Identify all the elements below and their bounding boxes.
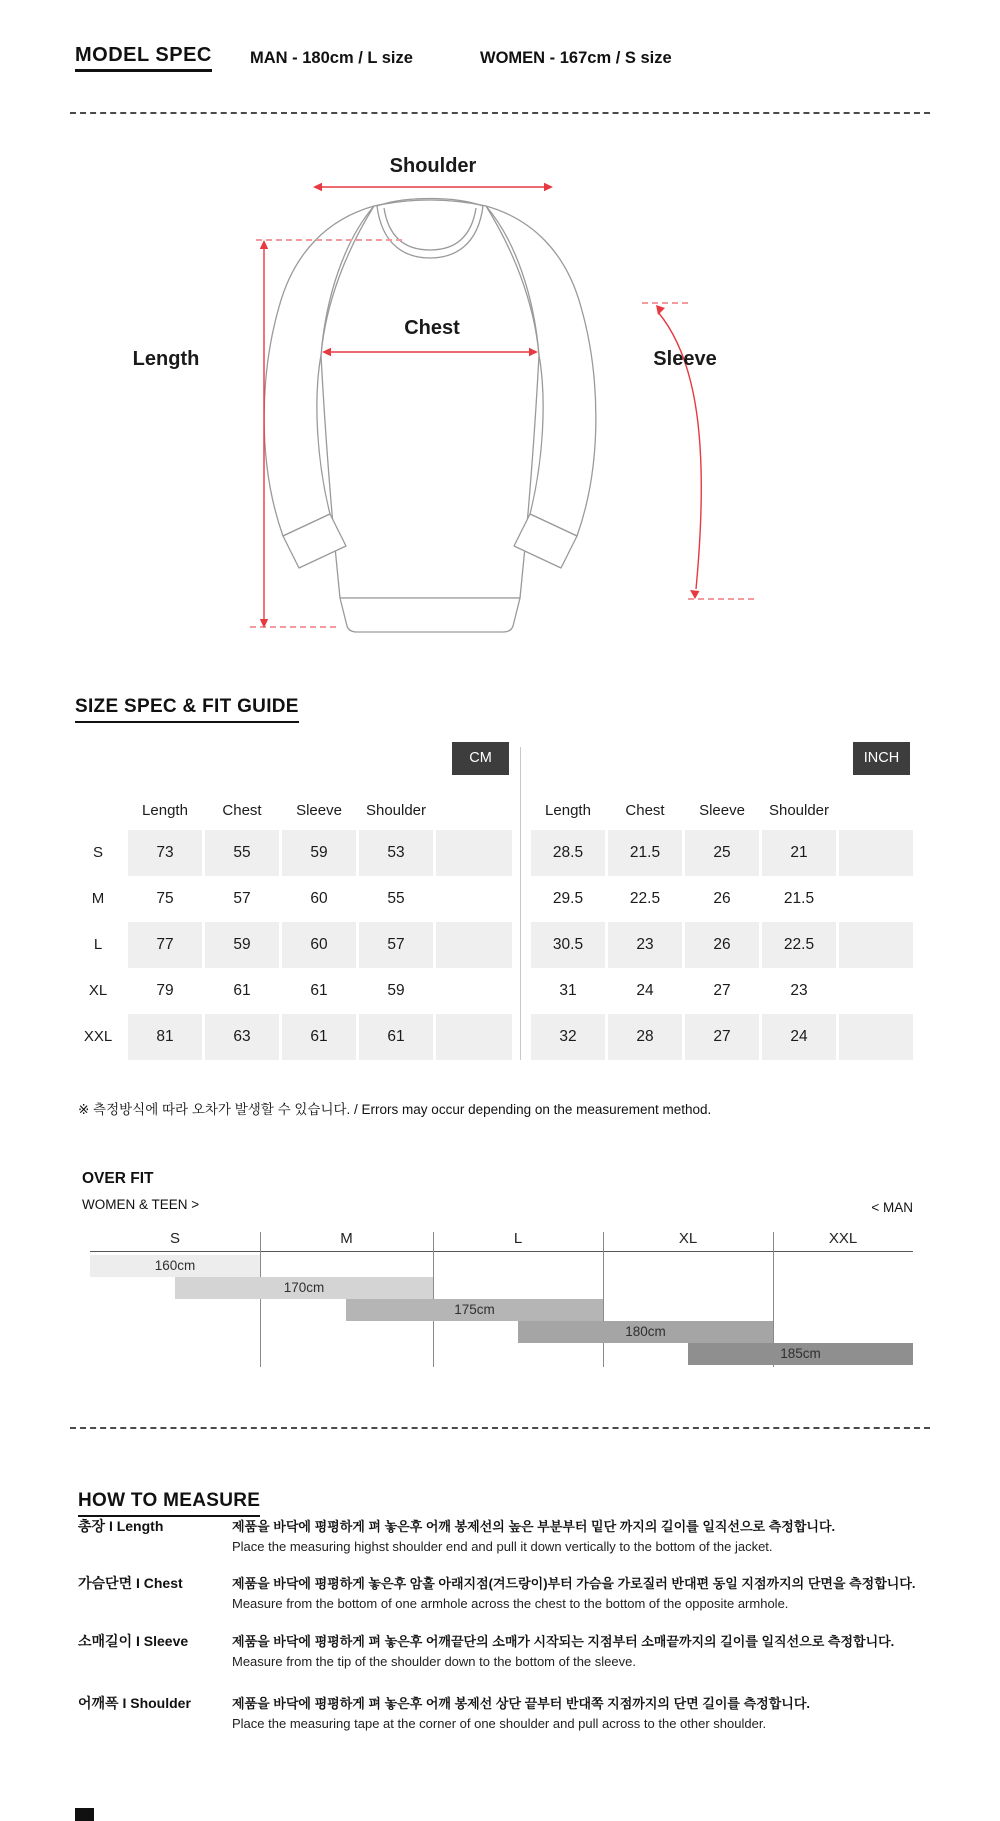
diagram-label-chest: Chest — [404, 317, 460, 339]
inch-cell-empty — [839, 922, 913, 968]
cm-cell: 60 — [282, 922, 356, 968]
size-row-label: M — [91, 890, 105, 907]
cm-col-sleeve: Sleeve — [296, 802, 342, 819]
sweatshirt-diagram — [0, 140, 1000, 650]
overfit-bar-170cm: 170cm — [175, 1277, 433, 1299]
inch-cell: 29.5 — [552, 890, 584, 907]
size-row-label: XXL — [83, 1028, 113, 1045]
overfit-bar-185cm: 185cm — [688, 1343, 913, 1365]
model-spec-women: WOMEN - 167cm / S size — [480, 49, 672, 67]
cm-cell: 61 — [310, 982, 328, 999]
garment-body — [321, 200, 539, 598]
arrowhead — [544, 183, 553, 191]
inch-cell: 28.5 — [531, 830, 605, 876]
overfit-man-label: < MAN — [871, 1200, 913, 1215]
overfit-axis-line — [90, 1251, 913, 1252]
cm-cell: 59 — [387, 982, 405, 999]
measure-label-shoulder: 어깨폭 I Shoulder — [78, 1695, 191, 1711]
cm-cell: 61 — [282, 1014, 356, 1060]
cm-cell: 73 — [128, 830, 202, 876]
cm-cell: 63 — [205, 1014, 279, 1060]
inch-cell: 27 — [713, 982, 731, 999]
cm-cell-empty — [436, 1014, 512, 1060]
cm-cell: 57 — [233, 890, 251, 907]
inch-cell: 22.5 — [629, 890, 661, 907]
measure-label-sleeve: 소매길이 I Sleeve — [78, 1633, 189, 1649]
cm-cell: 53 — [359, 830, 433, 876]
overfit-bar-180cm: 180cm — [518, 1321, 773, 1343]
arrowhead — [656, 305, 665, 315]
overfit-bar-175cm: 175cm — [346, 1299, 603, 1321]
inch-col-sleeve: Sleeve — [699, 802, 745, 819]
inch-cell: 21.5 — [783, 890, 815, 907]
measure-label-chest: 가슴단면 I Chest — [78, 1575, 183, 1591]
dashed-divider-bottom — [70, 1427, 930, 1429]
cm-cell: 79 — [156, 982, 174, 999]
inch-cell: 24 — [762, 1014, 836, 1060]
unit-badge-cm: CM — [452, 742, 509, 775]
unit-badge-inch: INCH — [853, 742, 910, 775]
inch-cell: 26 — [685, 922, 759, 968]
diagram-label-shoulder: Shoulder — [389, 155, 477, 177]
inch-cell: 24 — [636, 982, 654, 999]
overfit-heading: OVER FIT — [82, 1170, 154, 1187]
inch-col-shoulder: Shoulder — [768, 802, 830, 819]
inch-cell: 27 — [685, 1014, 759, 1060]
garment-hem — [340, 598, 520, 632]
cm-cell: 61 — [359, 1014, 433, 1060]
inch-cell: 23 — [790, 982, 808, 999]
measure-desc-ko: 제품을 바닥에 평평하게 펴 놓은후 어깨 봉제선의 높은 부분부터 밑단 까지의 길이를 일직선으로 측정합니다. — [232, 1519, 836, 1534]
measure-desc-ko: 제품을 바닥에 평평하게 놓은후 암홀 아래지점(겨드랑이)부터 가슴을 가로질러 반대편 동일 지점까지의 단면을 측정합니다. — [232, 1576, 916, 1591]
measure-desc-ko: 제품을 바닥에 평평하게 펴 놓은후 어깨 봉제선 상단 끝부터 반대쪽 지점까지의 단면 길이를 측정합니다. — [232, 1696, 811, 1711]
diagram-label-length: Length — [132, 348, 200, 370]
table-divider — [520, 747, 521, 1060]
cm-cell: 81 — [128, 1014, 202, 1060]
overfit-bar-160cm: 160cm — [90, 1255, 260, 1277]
model-spec-man: MAN - 180cm / L size — [250, 49, 413, 67]
cm-cell: 77 — [128, 922, 202, 968]
measure-desc-ko: 제품을 바닥에 평평하게 펴 놓은후 어깨끝단의 소매가 시작되는 지점부터 소매끝까지의 길이를 일직선으로 측정합니다. — [232, 1634, 895, 1649]
inch-cell: 28 — [608, 1014, 682, 1060]
inch-cell: 21.5 — [608, 830, 682, 876]
cm-cell-empty — [436, 922, 512, 968]
inch-cell-empty — [839, 830, 913, 876]
inch-cell: 32 — [531, 1014, 605, 1060]
inch-cell: 22.5 — [762, 922, 836, 968]
measure-label-length: 총장 I Length — [78, 1518, 164, 1534]
overfit-size-xxl: XXL — [828, 1230, 858, 1247]
inch-cell: 25 — [685, 830, 759, 876]
cm-cell: 59 — [205, 922, 279, 968]
arrowhead — [260, 240, 268, 249]
inch-cell: 21 — [762, 830, 836, 876]
measure-desc-en: Place the measuring highst shoulder end and pull it down vertically to the bottom of the jacket. — [232, 1539, 773, 1554]
cropped-next-section-mark — [75, 1808, 94, 1821]
arrowhead — [690, 590, 700, 599]
size-spec-heading: SIZE SPEC & FIT GUIDE — [75, 696, 299, 723]
inch-cell: 31 — [559, 982, 577, 999]
cm-cell-empty — [436, 830, 512, 876]
overfit-tick — [603, 1232, 604, 1367]
overfit-size-m: M — [340, 1230, 353, 1247]
inch-cell: 26 — [713, 890, 731, 907]
cm-cell: 55 — [387, 890, 405, 907]
dashed-divider-top — [70, 112, 930, 114]
inch-cell: 23 — [608, 922, 682, 968]
size-row-label: S — [92, 844, 103, 861]
cm-cell: 59 — [282, 830, 356, 876]
inch-cell-empty — [839, 1014, 913, 1060]
overfit-size-xl: XL — [678, 1230, 698, 1247]
measure-desc-en: Place the measuring tape at the corner of one shoulder and pull across to the other shoulder. — [232, 1716, 767, 1731]
overfit-size-l: L — [513, 1230, 523, 1247]
overfit-size-s: S — [169, 1230, 180, 1247]
cm-cell: 60 — [310, 890, 328, 907]
size-row-label: XL — [88, 982, 108, 999]
inch-col-chest: Chest — [625, 802, 665, 819]
how-to-measure-heading: HOW TO MEASURE — [78, 1490, 260, 1517]
cm-cell: 55 — [205, 830, 279, 876]
measure-desc-en: Measure from the tip of the shoulder down to the bottom of the sleeve. — [232, 1654, 636, 1669]
cm-col-shoulder: Shoulder — [365, 802, 427, 819]
inch-col-length: Length — [545, 802, 591, 819]
cm-col-length: Length — [142, 802, 188, 819]
overfit-women-teen-label: WOMEN & TEEN > — [82, 1197, 200, 1212]
size-row-label: L — [93, 936, 103, 953]
diagram-label-sleeve: Sleeve — [653, 348, 717, 370]
cm-cell: 61 — [233, 982, 251, 999]
measurement-note: ※ 측정방식에 따라 오차가 발생할 수 있습니다. / Errors may occur depending on the measurement method. — [78, 1102, 712, 1117]
arrowhead — [313, 183, 322, 191]
cm-cell: 57 — [359, 922, 433, 968]
cm-col-chest: Chest — [222, 802, 262, 819]
measure-desc-en: Measure from the bottom of one armhole across the chest to the bottom of the opposite armhole. — [232, 1596, 789, 1611]
overfit-tick — [260, 1232, 261, 1367]
cm-cell: 75 — [156, 890, 174, 907]
inch-cell: 30.5 — [531, 922, 605, 968]
page-title: MODEL SPEC — [75, 44, 212, 72]
